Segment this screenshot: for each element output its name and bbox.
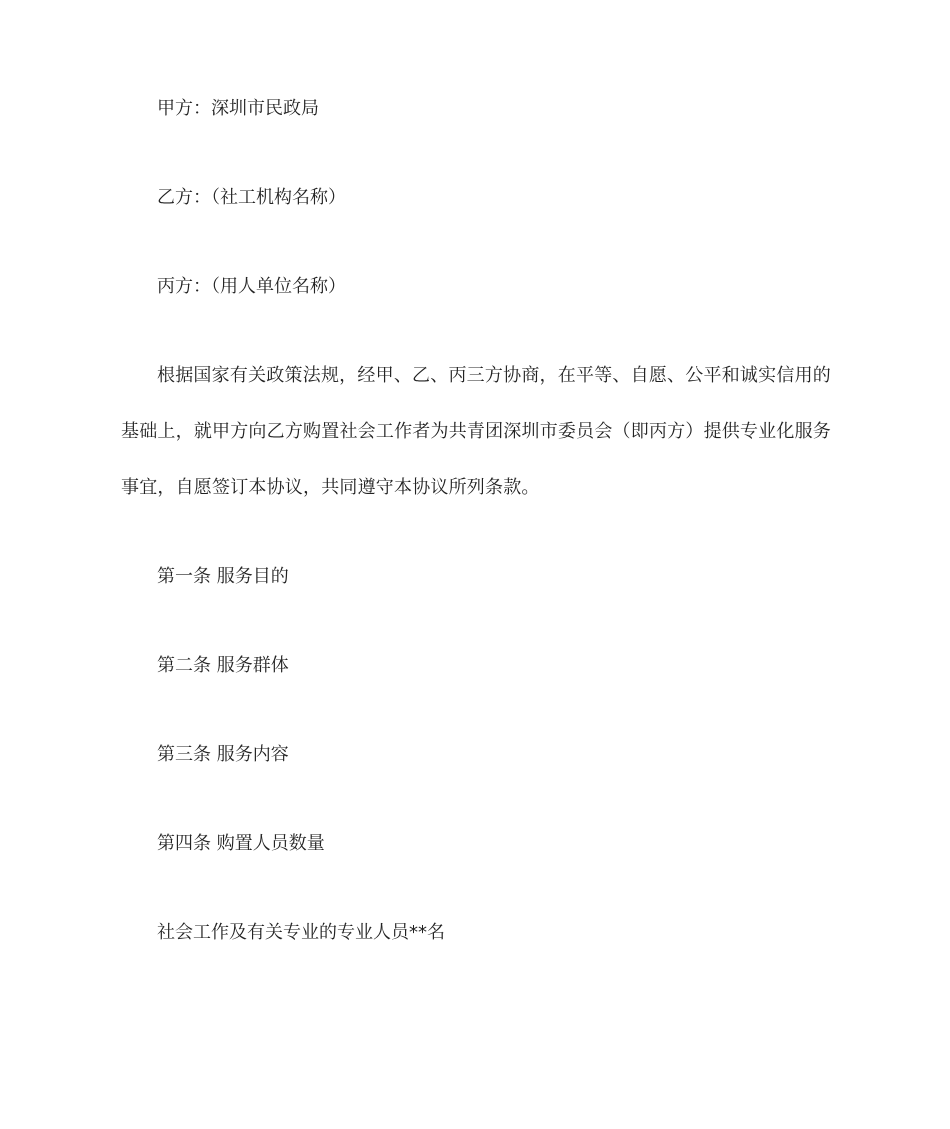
party-a-line: 甲方：深圳市民政局	[157, 98, 319, 119]
article-1-heading: 第一条 服务目的	[157, 566, 289, 587]
party-c-line: 丙方：（用人单位名称）	[157, 276, 346, 297]
intro-paragraph: 根据国家有关政策法规，经甲、乙、丙三方协商，在平等、自愿、公平和诚实信用的基础上，就甲方向乙方购置社会工作者为共青团深圳市委员会（即丙方）提供专业化服务事宜，自愿签订本协议，共同遵守本协议所列条款。	[121, 365, 831, 498]
article-3-heading: 第三条 服务内容	[157, 744, 289, 765]
article-2-heading: 第二条 服务群体	[157, 655, 289, 676]
party-b-line: 乙方：（社工机构名称）	[157, 187, 346, 208]
staff-count-line: 社会工作及有关专业的专业人员**名	[157, 922, 445, 943]
article-4-heading: 第四条 购置人员数量	[157, 833, 325, 854]
